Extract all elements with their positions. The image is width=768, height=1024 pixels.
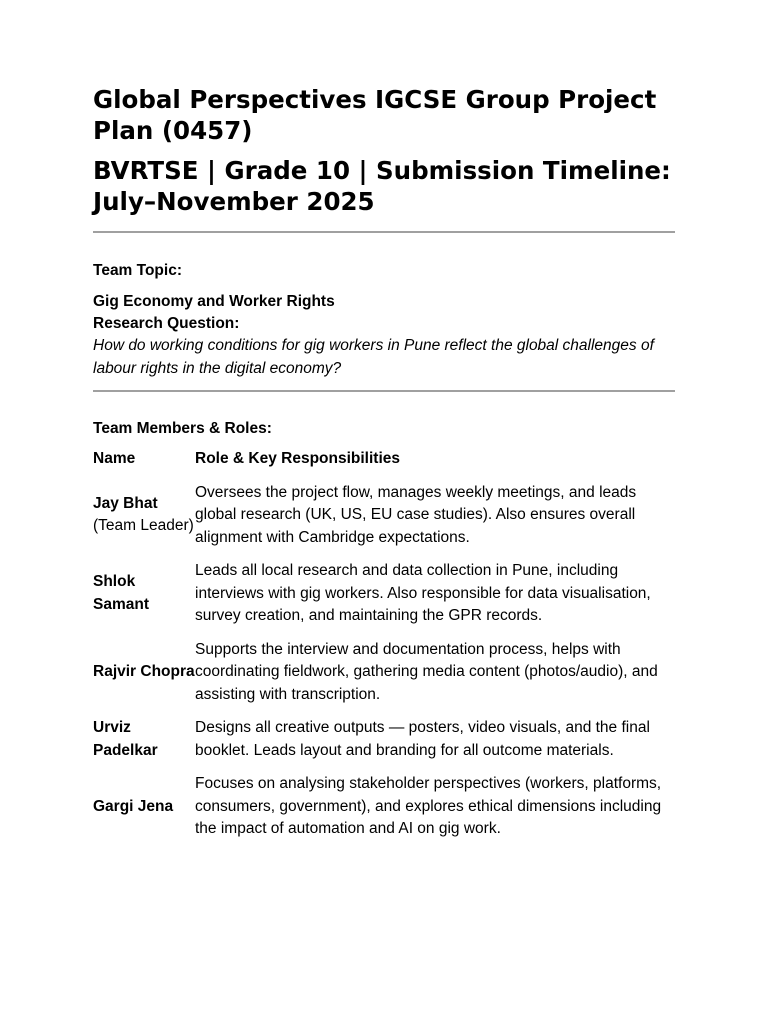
member-role: Designs all creative outputs — posters, video visuals, and the final booklet. Leads layout and branding for all outcome materials. <box>195 719 650 759</box>
member-name: Rajvir Chopra <box>93 663 195 680</box>
team-roles-table <box>93 448 675 852</box>
column-header-name: Name <box>93 450 136 467</box>
table-row <box>93 482 675 561</box>
member-role: Oversees the project flow, manages weekly meetings, and leads global research (UK, US, EU case studies). Also ensures overall alignment with Cambridge expectations. <box>195 483 637 546</box>
table-row <box>93 773 675 852</box>
team-topic-value: Gig Economy and Worker Rights <box>93 293 335 310</box>
table-row <box>93 639 675 718</box>
member-role: Supports the interview and documentation process, helps with coordinating fieldwork, gathering media content (photos/audio), and assisting with transcription. <box>195 640 658 703</box>
research-question-text: How do working conditions for gig workers in Pune reflect the global challenges of labour rights in the digital economy? <box>93 337 654 377</box>
document-page <box>93 84 675 852</box>
member-name: Gargi Jena <box>93 797 174 815</box>
member-name: Shlok Samant <box>93 573 149 613</box>
member-name-cell <box>93 639 195 718</box>
member-name-cell <box>93 482 195 561</box>
member-role: Focuses on analysing stakeholder perspectives (workers, platforms, consumers, government), and explores ethical dimensions including the impact of automation and AI on gig work. <box>195 775 662 837</box>
member-role: Leads all local research and data collection in Pune, including interviews with gig workers. Also responsible for data visualisation, survey creation, and maintaining the GPR records. <box>195 562 651 624</box>
document-subtitle: BVRTSE | Grade 10 | Submission Timeline: July–November 2025 <box>93 156 671 216</box>
member-name: Urviz Padelkar <box>93 719 158 759</box>
section-divider <box>93 231 675 233</box>
member-name: Jay Bhat <box>93 494 158 512</box>
table-row <box>93 717 675 773</box>
member-name-cell <box>93 773 195 852</box>
research-question-label: Research Question: <box>93 315 240 332</box>
member-name-note: (Team Leader) <box>93 517 194 535</box>
table-header-row <box>93 448 675 482</box>
member-name-cell <box>93 560 195 639</box>
team-topic-label: Team Topic: <box>93 262 182 279</box>
member-name-cell <box>93 717 195 773</box>
column-header-role: Role & Key Responsibilities <box>195 450 400 467</box>
document-title: Global Perspectives IGCSE Group Project Plan (0457) <box>93 85 657 145</box>
team-members-label: Team Members & Roles: <box>93 420 272 437</box>
table-row <box>93 560 675 639</box>
section-divider <box>93 390 675 392</box>
